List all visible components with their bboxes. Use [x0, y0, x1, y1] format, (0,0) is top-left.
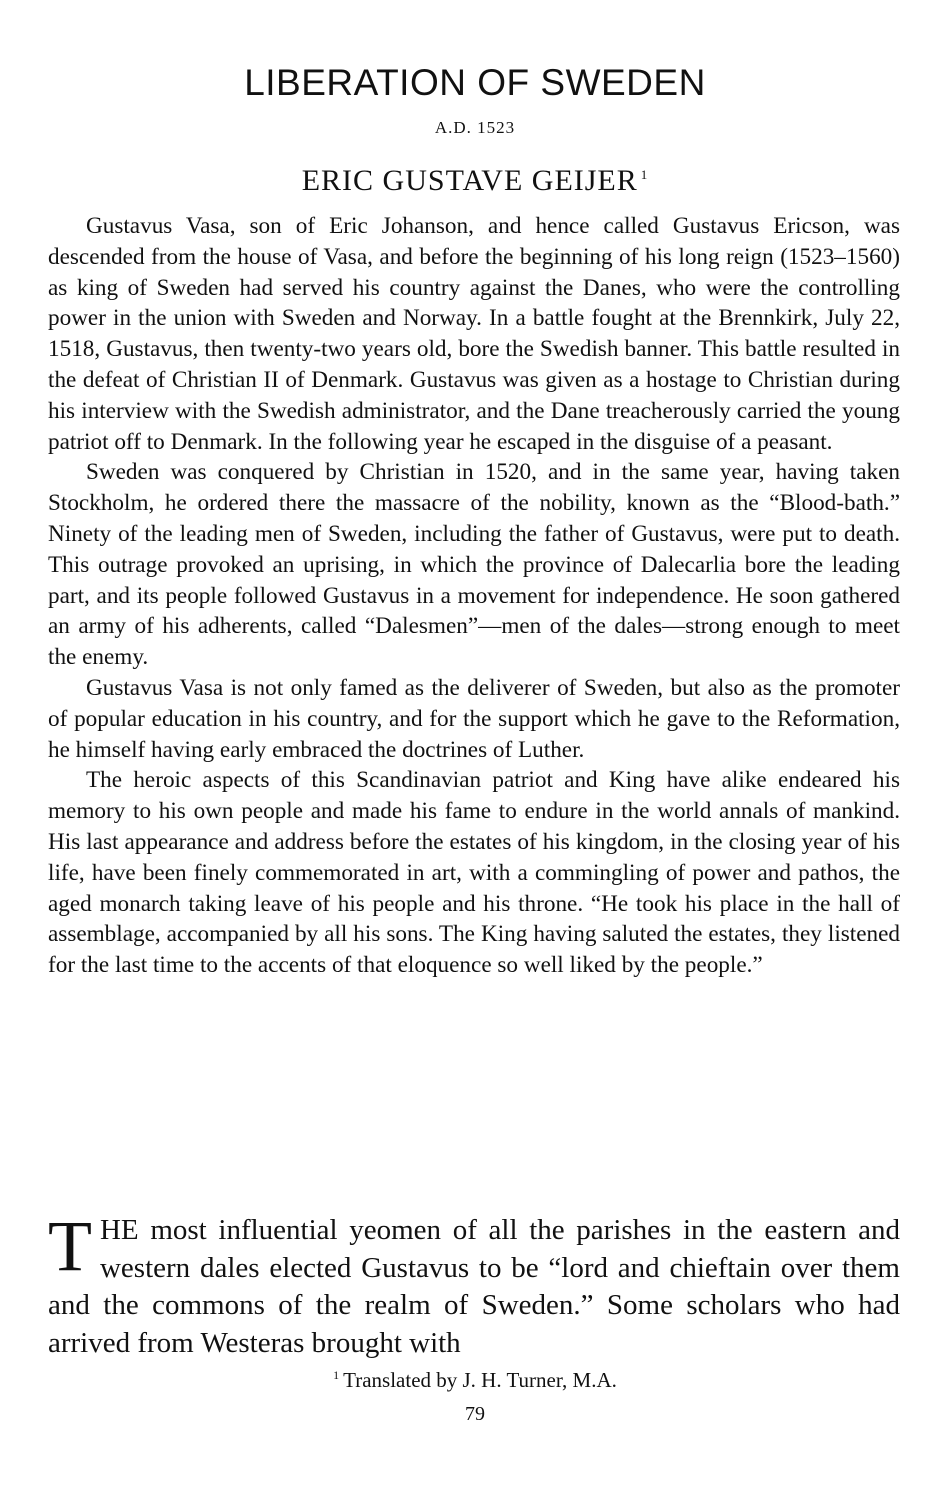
- author-footnote-marker: 1: [640, 167, 649, 182]
- footnote-text: Translated by J. H. Turner, M.A.: [343, 1368, 617, 1392]
- intro-paragraph: Gustavus Vasa is not only famed as the deliverer of Sweden, but also as the promoter of popular education in his country, and for the support which he gave to the Reformation, he himself having early embraced the doctrines of Luther.: [48, 674, 900, 763]
- intro-paragraph: The heroic aspects of this Scandinavian patriot and King have alike endeared his memory to his own people and made his fame to endure in the world annals of mankind. His last appearance and address before the estates of his kingdom, in the closing year of his life, have been finely commemorated in art, with a commingling of power and pathos, the aged monarch taking leave of his people and his throne. “He took his place in the hall of assemblage, accompanied by all his sons. The King having saluted the estates, they listened for the last time to the accents of that eloquence so well liked by the people.”: [48, 767, 900, 979]
- footnote-marker: 1: [333, 1368, 340, 1382]
- page-number: 79: [465, 1403, 485, 1425]
- chapter-title: LIBERATION OF SWEDEN: [244, 62, 706, 103]
- main-paragraph: [48, 1206, 900, 1362]
- author-name: ERIC GUSTAVE GEIJER: [301, 164, 638, 197]
- drop-cap: T: [48, 1206, 92, 1286]
- chapter-date: A.D. 1523: [434, 118, 516, 137]
- author-line: [0, 164, 950, 198]
- intro-paragraph: Gustavus Vasa, son of Eric Johanson, and hence called Gustavus Ericson, was descended from the house of Vasa, and before the beginning of his long reign (1523–1560) as king of Sweden had served his country against the Danes, who were the controlling power in the union with Sweden and Norway. In a battle fought at the Brennkirk, July 22, 1518, Gustavus, then twenty-two years old, bore the Swedish banner. This battle resulted in the defeat of Christian II of Denmark. Gustavus was given as a hostage to Christian during his interview with the Swedish administrator, and the Dane treacherously carried the young patriot off to Denmark. In the following year he escaped in the disguise of a peasant.: [48, 213, 900, 455]
- main-text-section: [48, 1206, 900, 1362]
- footnote: [0, 1368, 950, 1393]
- intro-paragraph: Sweden was conquered by Christian in 1520, and in the same year, having taken Stockholm, he ordered there the massacre of the nobility, known as the “Blood-bath.” Ninety of the leading men of Sweden, including the father of Gustavus, were put to death. This outrage provoked an uprising, in which the province of Dalecarlia bore the leading part, and its people followed Gustavus in a movement for independence. He soon gathered an army of his adherents, called “Dalesmen”—men of the dales—strong enough to meet the enemy.: [48, 459, 900, 671]
- intro-section: [48, 211, 900, 981]
- main-paragraph-body: HE most influential yeomen of all the parishes in the eastern and western dales elected Gustavus to be “lord and chieftain over them and the commons of the realm of Sweden.” Some scholars who had arrived from Westeras brought with: [48, 1214, 900, 1359]
